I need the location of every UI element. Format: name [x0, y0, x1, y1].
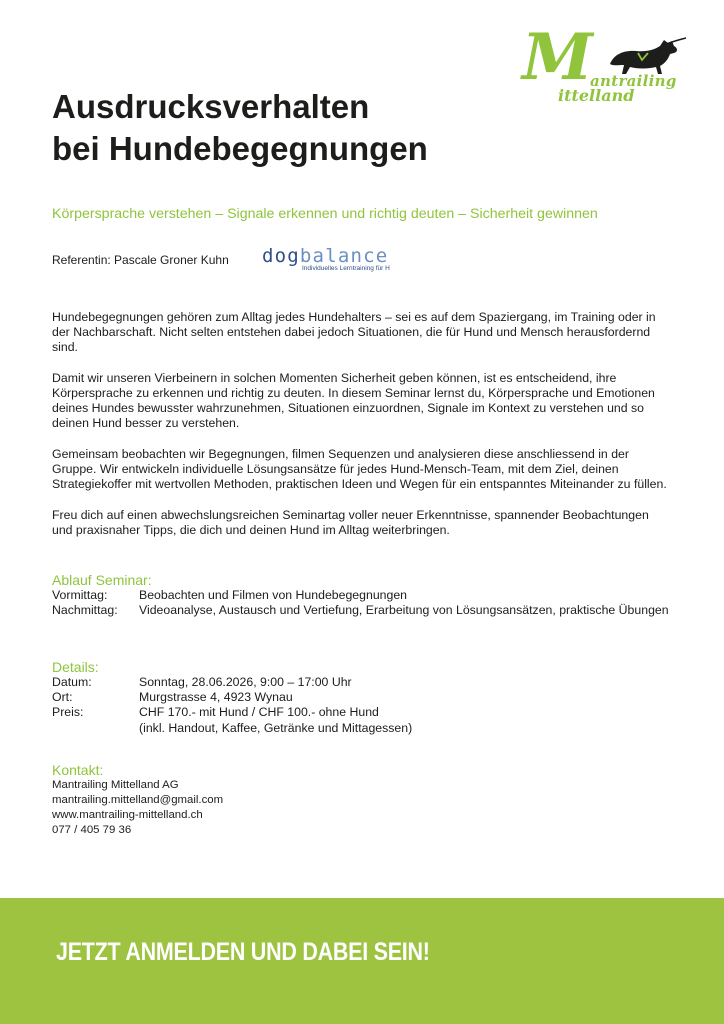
kontakt-phone: 077 / 405 79 36 [52, 824, 132, 836]
price-line: CHF 170.- mit Hund / CHF 100.- ohne Hund [139, 705, 379, 720]
logo-letter-m: M [522, 20, 593, 95]
details-row [52, 675, 672, 690]
logo-text-mantrailing: antrailing [590, 72, 677, 90]
dog-icon [604, 34, 688, 78]
details-heading: Details: [52, 659, 99, 675]
paragraph: Damit wir unseren Vierbeinern in solchen Momenten Sicherheit geben können, ist es entscheidend, ihre Körpersprache zu erkennen und richtig zu deuten. In diesem Seminar lernst du, Körpersprache und Emotionen deines Hundes bewusster wahrzunehmen, Situationen einzuordnen, Signale im Kontext zu verstehen und so deinen Hund besser zu verstehen. [52, 370, 655, 431]
ablauf-key: Vormittag: [52, 588, 108, 602]
cta-banner [0, 898, 724, 1024]
logo-text-mittelland: ittelland [558, 86, 635, 105]
dogbalance-logo [262, 246, 390, 272]
dogbalance-word-a: dog [262, 245, 300, 267]
paragraph: Gemeinsam beobachten wir Begegnungen, filmen Sequenzen und analysieren diese anschliessend in der Gruppe. Wir entwickeln individuelle Lösungsansätze für jedes Hund-Mensch-Team, mit dem Ziel, deinen Strategiekoffer mit wertvollen Methoden, praktischen Ideen und Wegen für ein entspanntes Miteinander zu füllen. [52, 446, 667, 492]
paragraph: Freu dich auf einen abwechslungsreichen Seminartag voller neuer Erkenntnisse, spannender Beobachtungen und praxisnaher Tipps, die dich und deinen Hund im Alltag weiterbringen. [52, 507, 649, 537]
details-row [52, 690, 672, 705]
kontakt-website[interactable]: www.mantrailing-mittelland.ch [52, 809, 203, 821]
cta-text: JETZT ANMELDEN UND DABEI SEIN! [56, 938, 430, 966]
details-key: Ort: [52, 690, 73, 705]
paragraph: Hundebegegnungen gehören zum Alltag jedes Hundehalters – sei es auf dem Spaziergang, im Training oder in der Nachbarschaft. Nicht selten entstehen dabei jedoch Situationen, die für Hund und Mensch herausfordernd sind. [52, 310, 656, 355]
kontakt-company: Mantrailing Mittelland AG [52, 779, 179, 791]
page-title [52, 86, 502, 170]
title-line-1: Ausdrucksverhalten [52, 88, 370, 125]
ablauf-value: Videoanalyse, Austausch und Vertiefung, Erarbeitung von Lösungsansätzen, praktische Übungen [139, 603, 669, 618]
logo-mantrailing-mittelland [518, 20, 688, 110]
subtitle: Körpersprache verstehen – Signale erkennen und richtig deuten – Sicherheit gewinnen [52, 206, 598, 222]
details-row [52, 705, 672, 735]
details-key: Datum: [52, 675, 92, 689]
dogbalance-word-b: balance [299, 245, 389, 267]
section-details [52, 659, 672, 736]
details-value: Sonntag, 28.06.2026, 9:00 – 17:00 Uhr [139, 675, 352, 689]
details-key: Preis: [52, 705, 84, 720]
dogbalance-wordmark [262, 246, 390, 266]
kontakt-email[interactable]: mantrailing.mittelland@gmail.com [52, 794, 224, 806]
dogbalance-tagline: Individuelles Lerntraining für H [302, 265, 390, 272]
details-value [139, 705, 672, 735]
price-includes: (inkl. Handout, Kaffee, Getränke und Mittagessen) [139, 720, 413, 735]
section-ablauf [52, 572, 672, 618]
speaker-label: Referentin: Pascale Groner Kuhn [52, 253, 229, 267]
title-line-2: bei Hundebegegnungen [52, 130, 428, 167]
section-kontakt [52, 762, 672, 838]
ablauf-key: Nachmittag: [52, 603, 118, 618]
kontakt-heading: Kontakt: [52, 762, 104, 778]
body-text [52, 310, 672, 553]
ablauf-value: Beobachten und Filmen von Hundebegegnungen [139, 588, 408, 602]
ablauf-row [52, 588, 672, 603]
ablauf-heading: Ablauf Seminar: [52, 572, 152, 588]
ablauf-row [52, 603, 672, 618]
details-value: Murgstrasse 4, 4923 Wynau [139, 690, 293, 705]
